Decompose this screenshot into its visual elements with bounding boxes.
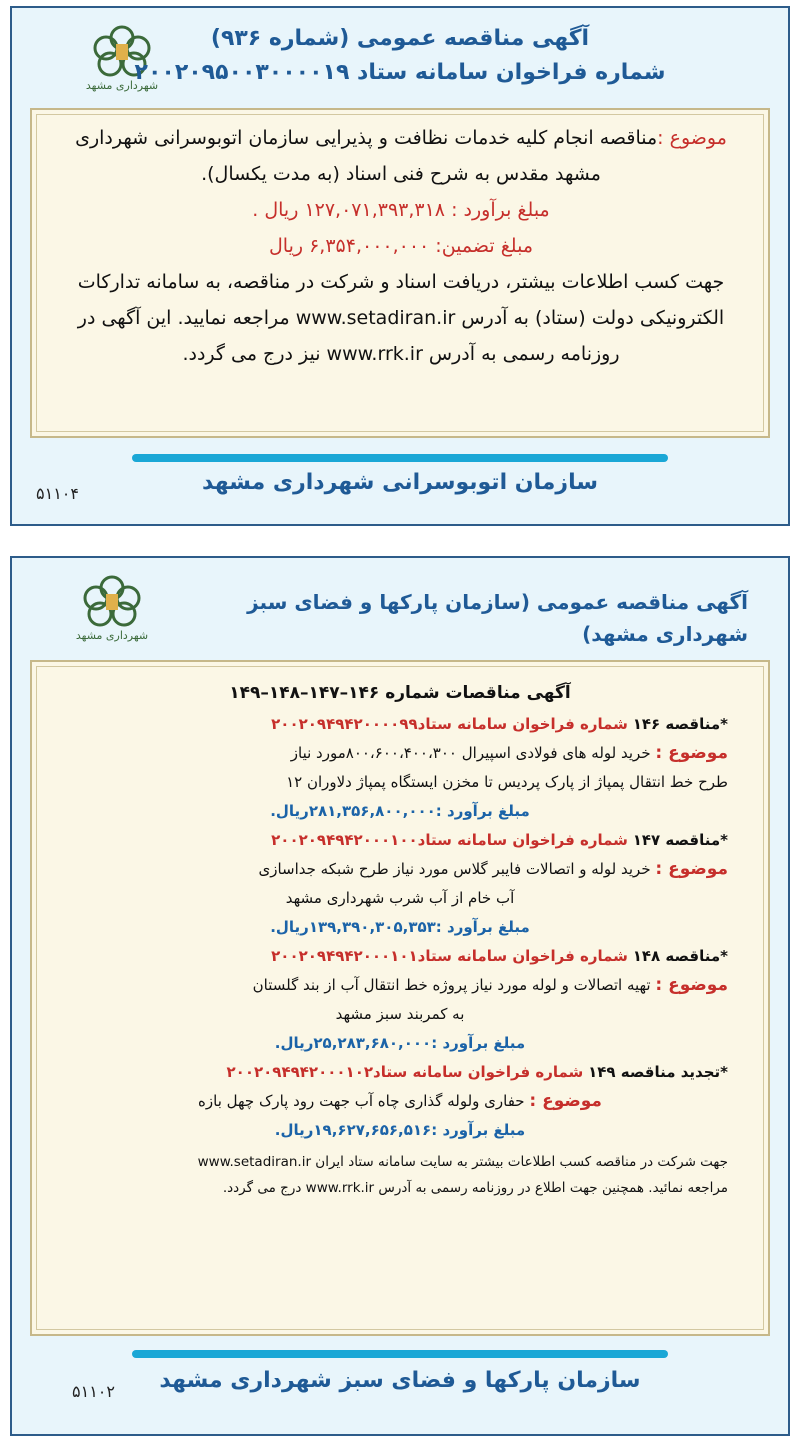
subject-text-2: آب خام از آب شرب شهرداری مشهد [285, 889, 515, 907]
subject-text-2: به کمربند سبز مشهد [335, 1005, 465, 1023]
ad-footer: سازمان اتوبوسرانی شهرداری مشهد [202, 470, 598, 495]
tender-call-number: شماره فراخوان سامانه ستاد۲۰۰۲۰۹۴۹۴۲۰۰۰۱۰۱ [271, 947, 628, 965]
tender-item-146 [72, 710, 728, 826]
tender-ad-bus-organization [10, 6, 790, 526]
ad-title: آگهی مناقصه عمومی (سازمان پارکها و فضای سبز شهرداری مشهد) [247, 590, 748, 646]
subject-label: موضوع : [655, 975, 728, 995]
ad-body-panel [30, 660, 770, 1336]
subject-text: خرید لوله و اتصالات فایبر گلاس مورد نیاز طرح شبکه جداسازی [258, 860, 651, 878]
mashhad-municipality-logo-icon [72, 566, 152, 644]
tenders-heading: آگهی مناقصات شماره ۱۴۶–۱۴۷–۱۴۸–۱۴۹ [229, 683, 571, 703]
subject-line [62, 120, 740, 156]
estimate-amount: مبلغ برآورد : ۱۲۷,۰۷۱,۳۹۳,۳۱۸ ریال . [252, 199, 550, 221]
info-line-1: جهت شرکت در مناقصه کسب اطلاعات بیشتر به سایت سامانه ستاد ایران www.setadiran.ir [197, 1154, 728, 1170]
info-line-1: جهت کسب اطلاعات بیشتر، دریافت اسناد و شرکت در مناقصه، به سامانه تدارکات [77, 271, 725, 293]
ad-code: ۵۱۱۰۲ [72, 1382, 115, 1401]
tender-number: *مناقصه ۱۴۷ [632, 831, 728, 849]
divider-bar [132, 454, 668, 462]
subject-text: تهیه اتصالات و لوله مورد نیاز پروژه خط انتقال آب از بند گلستان [252, 976, 651, 994]
estimate-amount: مبلغ برآورد :۲۸۱,۳۵۶,۸۰۰,۰۰۰ریال. [270, 802, 530, 820]
estimate-amount: مبلغ برآورد :۱۳۹,۳۹۰,۳۰۵,۳۵۳ریال. [270, 918, 530, 936]
tender-number: *مناقصه ۱۴۸ [632, 947, 728, 965]
estimate-amount: مبلغ برآورد :۲۵,۲۸۳,۶۸۰,۰۰۰ریال. [274, 1034, 526, 1052]
tender-call-number: شماره فراخوان سامانه ستاد۲۰۰۲۰۹۴۹۴۲۰۰۰۱۰۰ [271, 831, 628, 849]
tender-item-148 [72, 942, 728, 1058]
info-line-2: مراجعه نمائید. همچنین جهت اطلاع در روزنامه رسمی به آدرس www.rrk.ir درج می گردد. [222, 1180, 728, 1196]
info-line-2: الکترونیکی دولت (ستاد) به آدرس www.setadiran.ir مراجعه نمایید. این آگهی در [77, 307, 725, 329]
ad-footer: سازمان پارکها و فضای سبز شهرداری مشهد [159, 1368, 641, 1393]
ad-call-number: شماره فراخوان سامانه ستاد ۲۰۰۲۰۹۵۰۰۳۰۰۰۰۱۹ [134, 60, 666, 85]
tender-number: *تجدید مناقصه ۱۴۹ [588, 1063, 728, 1081]
subject-label: موضوع : [655, 743, 728, 763]
guarantee-amount: مبلغ تضمین: ۶,۳۵۴,۰۰۰,۰۰۰ ریال [268, 235, 534, 257]
svg-text:شهرداری مشهد: شهرداری مشهد [75, 629, 149, 642]
subject-label: موضوع : [529, 1091, 602, 1111]
svg-text:شهرداری مشهد: شهرداری مشهد [85, 79, 159, 92]
subject-text-2: طرح خط انتقال پمپاژ از پارک پردیس تا مخزن ایستگاه پمپاژ دلاوران ۱۲ [286, 773, 728, 791]
tender-item-149 [72, 1058, 728, 1145]
ad-title: آگهی مناقصه عمومی (شماره ۹۳۶) [210, 26, 590, 51]
subject-label: موضوع : [657, 127, 727, 149]
estimate-amount: مبلغ برآورد :۱۹,۶۲۷,۶۵۶,۵۱۶ریال. [274, 1121, 526, 1139]
info-line-3: روزنامه رسمی به آدرس www.rrk.ir نیز درج می گردد. [182, 343, 620, 365]
subject-text-2: مشهد مقدس به شرح فنی اسناد (به مدت یکسال). [201, 163, 601, 185]
tender-ad-parks-organization [10, 556, 790, 1436]
ad-body-panel [30, 108, 770, 438]
tender-number: *مناقصه ۱۴۶ [632, 715, 728, 733]
divider-bar [132, 1350, 668, 1358]
tender-item-147 [72, 826, 728, 942]
subject-text: حفاری ولوله گذاری چاه آب جهت رود پارک چهل بازه [198, 1092, 525, 1110]
tender-call-number: شماره فراخوان سامانه ستاد۲۰۰۲۰۹۴۹۴۲۰۰۰۰۹۹ [271, 715, 628, 733]
subject-label: موضوع : [655, 859, 728, 879]
info-paragraph [72, 1149, 728, 1201]
tender-call-number: شماره فراخوان سامانه ستاد۲۰۰۲۰۹۴۹۴۲۰۰۰۱۰۲ [226, 1063, 584, 1081]
subject-text: مناقصه انجام کلیه خدمات نظافت و پذیرایی سازمان اتوبوسرانی شهرداری [75, 127, 658, 149]
ad-code: ۵۱۱۰۴ [36, 484, 79, 503]
subject-text: خرید لوله های فولادی اسپیرال ۸۰۰،۶۰۰،۴۰۰،۳۰۰مورد نیاز [290, 744, 651, 762]
